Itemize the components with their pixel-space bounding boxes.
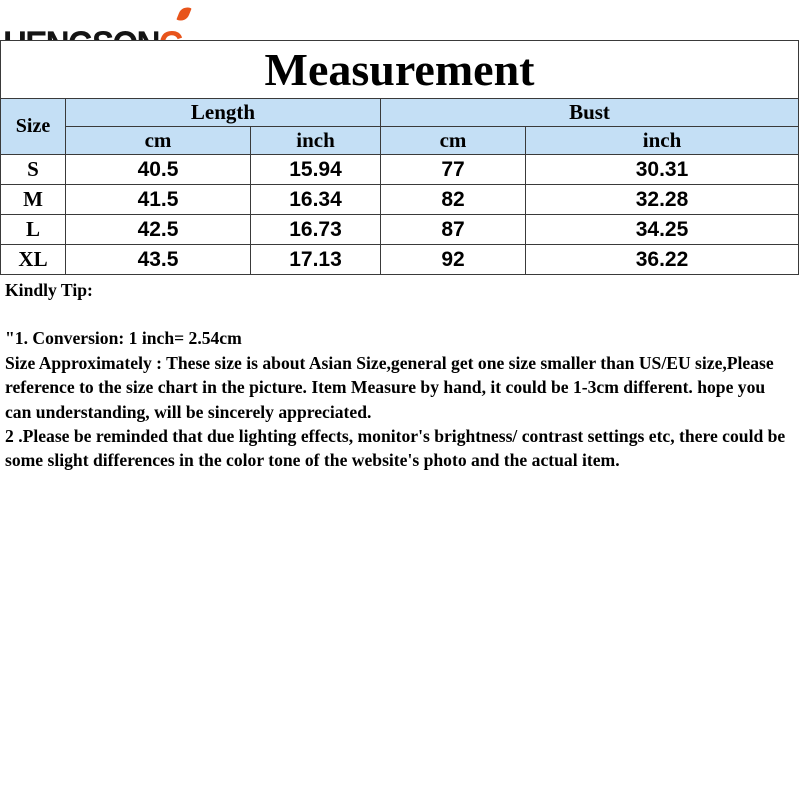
length-cm-cell: 43.5 — [66, 245, 251, 275]
length-cm-header: cm — [66, 127, 251, 155]
length-cm-cell: 42.5 — [66, 215, 251, 245]
conversion-note: "1. Conversion: 1 inch= 2.54cm — [5, 328, 242, 349]
bust-cm-cell: 77 — [381, 155, 526, 185]
notes-heading: Kindly Tip: — [5, 280, 93, 300]
table-row — [1, 215, 799, 245]
size-cell: XL — [1, 245, 66, 275]
table-row — [1, 155, 799, 185]
bust-inch-cell: 32.28 — [526, 185, 799, 215]
bust-group-header: Bust — [381, 99, 799, 127]
size-notes — [5, 278, 795, 473]
table-title: Measurement — [1, 41, 799, 99]
bust-inch-header: inch — [526, 127, 799, 155]
size-cell: M — [1, 185, 66, 215]
bust-cm-cell: 87 — [381, 215, 526, 245]
bust-inch-cell: 30.31 — [526, 155, 799, 185]
length-inch-cell: 17.13 — [251, 245, 381, 275]
size-cell: S — [1, 155, 66, 185]
size-chart-table — [0, 40, 799, 275]
bust-inch-cell: 34.25 — [526, 215, 799, 245]
size-column-header: Size — [1, 99, 66, 155]
leaf-icon — [176, 5, 191, 24]
bust-cm-header: cm — [381, 127, 526, 155]
length-cm-cell: 40.5 — [66, 155, 251, 185]
table-row — [1, 185, 799, 215]
length-inch-cell: 15.94 — [251, 155, 381, 185]
length-cm-cell: 41.5 — [66, 185, 251, 215]
length-inch-cell: 16.73 — [251, 215, 381, 245]
lighting-note: 2 .Please be reminded that due lighting effects, monitor's brightness/ contrast settings etc, there could be some slight differences in the color tone of the website's photo and the actual item. — [5, 426, 786, 471]
table-row — [1, 245, 799, 275]
bust-cm-cell: 92 — [381, 245, 526, 275]
length-group-header: Length — [66, 99, 381, 127]
approx-size-note: Size Approximately : These size is about Asian Size,general get one size smaller than US/EU size,Please reference to the size chart in the picture. Item Measure by hand, it could be 1-3cm different. hope you can understanding, will be sincerely appreciated. — [5, 352, 774, 422]
bust-inch-cell: 36.22 — [526, 245, 799, 275]
bust-cm-cell: 82 — [381, 185, 526, 215]
length-inch-cell: 16.34 — [251, 185, 381, 215]
size-cell: L — [1, 215, 66, 245]
length-inch-header: inch — [251, 127, 381, 155]
notes-spacer — [5, 302, 795, 326]
